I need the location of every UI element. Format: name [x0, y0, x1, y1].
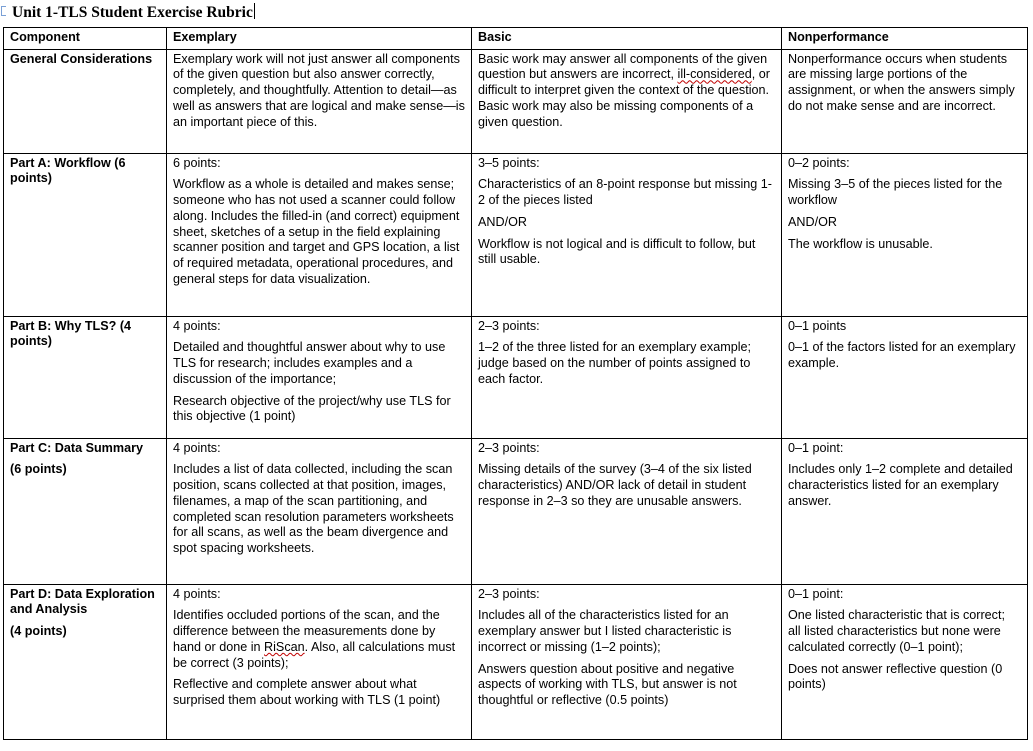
basic-cell: Basic work may answer all components of the given question but answers are incorrect, ill-considered, or difficult to interpret given the context of the question. Basic work may also be missing components of a given question.	[472, 49, 782, 153]
document-title[interactable]: Unit 1-TLS Student Exercise Rubric	[12, 4, 253, 21]
basic-cell: 2–3 points: 1–2 of the three listed for an exemplary example; judge based on the number of points assigned to each factor.	[472, 316, 782, 438]
nonperformance-cell: 0–1 points 0–1 of the factors listed for an exemplary example.	[782, 316, 1028, 438]
cursor-marker	[1, 6, 6, 16]
table-row	[4, 438, 1028, 584]
table-row	[4, 316, 1028, 438]
component-cell: Part C: Data Summary (6 points)	[4, 438, 167, 584]
table-row	[4, 584, 1028, 739]
table-row	[4, 153, 1028, 316]
exemplary-cell: 4 points: Identifies occluded portions of the scan, and the difference between the measurements done by hand or done in RiScan. Also, all calculations must be correct (3 points); Reflective and complete answer about what surprised them about working with TLS (1 point)	[167, 584, 472, 739]
component-cell: Part A: Workflow (6 points)	[4, 153, 167, 316]
component-cell: Part D: Data Exploration and Analysis (4 points)	[4, 584, 167, 739]
header-exemplary: Exemplary	[167, 28, 472, 50]
component-cell: General Considerations	[4, 49, 167, 153]
exemplary-cell: 4 points: Includes a list of data collected, including the scan position, scans collected at that position, images, filenames, a map of the scan partitioning, and completed scan resolution parameters worksheets for all scans, as well as the beam divergence and spot spacing worksheets.	[167, 438, 472, 584]
exemplary-cell: 6 points: Workflow as a whole is detailed and makes sense; someone who has not used a scanner could follow along. Includes the filled-in (and correct) equipment sheet, sketches of a setup in the field explaining scanner position and target and GPS location, a list of required metadata, operational procedures, and general steps for data visualization.	[167, 153, 472, 316]
nonperformance-cell: 0–2 points: Missing 3–5 of the pieces listed for the workflow AND/OR The workflow is unusable.	[782, 153, 1028, 316]
nonperformance-cell: Nonperformance occurs when students are missing large portions of the assignment, or when the answers simply do not make sense and are incorrect.	[782, 49, 1028, 153]
basic-cell: 3–5 points: Characteristics of an 8-point response but missing 1-2 of the pieces listed AND/OR Workflow is not logical and is difficult to follow, but still usable.	[472, 153, 782, 316]
header-component: Component	[4, 28, 167, 50]
nonperformance-cell: 0–1 point: Includes only 1–2 complete and detailed characteristics listed for an exemplary answer.	[782, 438, 1028, 584]
table-row	[4, 49, 1028, 153]
header-basic: Basic	[472, 28, 782, 50]
basic-cell: 2–3 points: Missing details of the survey (3–4 of the six listed characteristics) AND/OR lack of detail in student response in 2–3 so they are unusable answers.	[472, 438, 782, 584]
component-cell: Part B: Why TLS? (4 points)	[4, 316, 167, 438]
header-row	[4, 28, 1028, 50]
basic-cell: 2–3 points: Includes all of the characteristics listed for an exemplary answer but I listed characteristic is incorrect or missing (1–2 points); Answers question about positive and negative aspects of working with TLS, but answer is not thoughtful or reflective (0.5 points)	[472, 584, 782, 739]
header-nonperformance: Nonperformance	[782, 28, 1028, 50]
text-cursor	[254, 3, 255, 19]
spellcheck-word: ill-considered	[677, 67, 752, 82]
rubric-table	[3, 27, 1028, 740]
nonperformance-cell: 0–1 point: One listed characteristic that is correct; all listed characteristics but none were calculated correctly (0–1 point); Does not answer reflective question (0 points)	[782, 584, 1028, 739]
spellcheck-word: RiScan	[264, 639, 305, 654]
exemplary-cell: Exemplary work will not just answer all components of the given question but also answer correctly, completely, and thoughtfully. Attention to detail—as well as answers that are logical and make sense—is an important piece of this.	[167, 49, 472, 153]
exemplary-cell: 4 points: Detailed and thoughtful answer about why to use TLS for research; includes examples and a discussion of the importance; Research objective of the project/why use TLS for this objective (1 point)	[167, 316, 472, 438]
